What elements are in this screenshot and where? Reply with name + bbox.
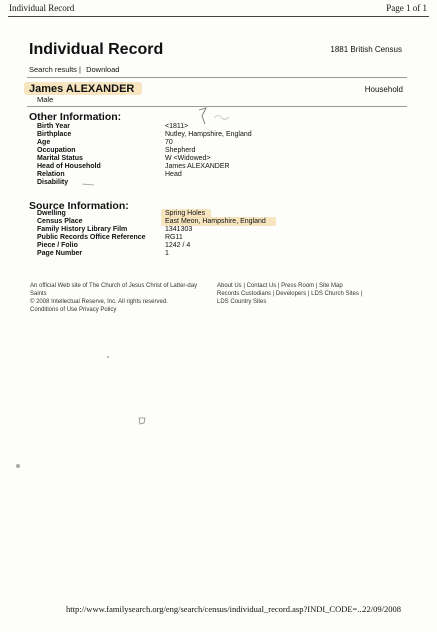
nav-divider (27, 77, 407, 78)
field-label: Birth Year (37, 123, 70, 130)
footer-country-sites-link[interactable]: LDS Country Sites (217, 299, 267, 305)
print-header-page-count: Page 1 of 1 (386, 3, 427, 13)
page-number-row (37, 250, 357, 259)
other-information-heading: Other Information: (29, 111, 122, 123)
field-label: Marital Status (37, 155, 83, 162)
field-label: Public Records Office Reference (37, 234, 146, 241)
field-label: Census Place (37, 218, 83, 225)
download-link[interactable]: Download (86, 65, 120, 74)
person-name: James ALEXANDER (29, 83, 135, 95)
footer-about-links[interactable]: About Us | Contact Us | Press Room | Site Map (217, 283, 343, 289)
scan-speck-icon (14, 462, 22, 470)
footer-conditions-link[interactable]: Conditions of Use Privacy Policy (30, 307, 117, 313)
search-results-link[interactable]: Search results | (29, 65, 81, 74)
field-label: Birthplace (37, 131, 72, 138)
field-value: 1242 / 4 (165, 242, 191, 249)
field-value: Nutley, Hampshire, England (165, 131, 252, 138)
field-label: Relation (37, 171, 65, 178)
footer-official-site: An official Web site of The Church of Jesus Christ of Latter-day Saints (30, 283, 198, 297)
field-label: Family History Library Film (37, 226, 128, 233)
field-value: <1811> (165, 123, 189, 130)
field-label: Disability (37, 179, 69, 186)
print-footer-date: 22/09/2008 (362, 604, 401, 614)
footer-copyright (30, 282, 200, 314)
field-label: Dwelling (37, 210, 66, 217)
header-divider (8, 16, 429, 17)
field-label: Age (37, 139, 51, 146)
household-link[interactable]: Household (364, 85, 403, 94)
scan-mark-icon (137, 416, 147, 426)
print-footer-url: http://www.familysearch.org/eng/search/census/individual_record.asp?INDI_CODE=... (66, 604, 364, 614)
footer-copyright-line: © 2008 Intellectual Reserve, Inc. All rights reserved. (30, 299, 168, 305)
field-value: 70 (165, 139, 173, 146)
field-value: Spring Holes (165, 210, 206, 217)
footer-records-links[interactable]: Records Custodians | Developers | LDS Church Sites | (217, 291, 363, 297)
field-value: James ALEXANDER (165, 163, 230, 170)
print-header-title: Individual Record (9, 3, 75, 13)
field-value: Head (165, 171, 182, 178)
field-label: Occupation (37, 147, 76, 154)
person-gender: Male (37, 95, 54, 104)
field-label: Page Number (37, 250, 83, 257)
scan-dot-icon (107, 356, 109, 358)
field-label: Head of Household (37, 163, 101, 170)
field-value: Shepherd (165, 147, 196, 154)
field-value: East Meon, Hampshire, England (165, 218, 266, 225)
source-information-heading: Source Information: (29, 200, 129, 212)
page-title: Individual Record (29, 41, 164, 58)
footer-links (217, 282, 407, 306)
field-value: W <Widowed> (165, 155, 211, 162)
field-value: 1341303 (165, 226, 193, 233)
field-value: 1 (165, 250, 169, 257)
field-value: RG11 (165, 234, 183, 241)
field-label: Piece / Folio (37, 242, 78, 249)
nav-links (29, 65, 122, 74)
pencil-annotation-icon (196, 106, 236, 128)
census-name: 1881 British Census (330, 45, 402, 54)
pencil-dash-icon (80, 180, 100, 188)
